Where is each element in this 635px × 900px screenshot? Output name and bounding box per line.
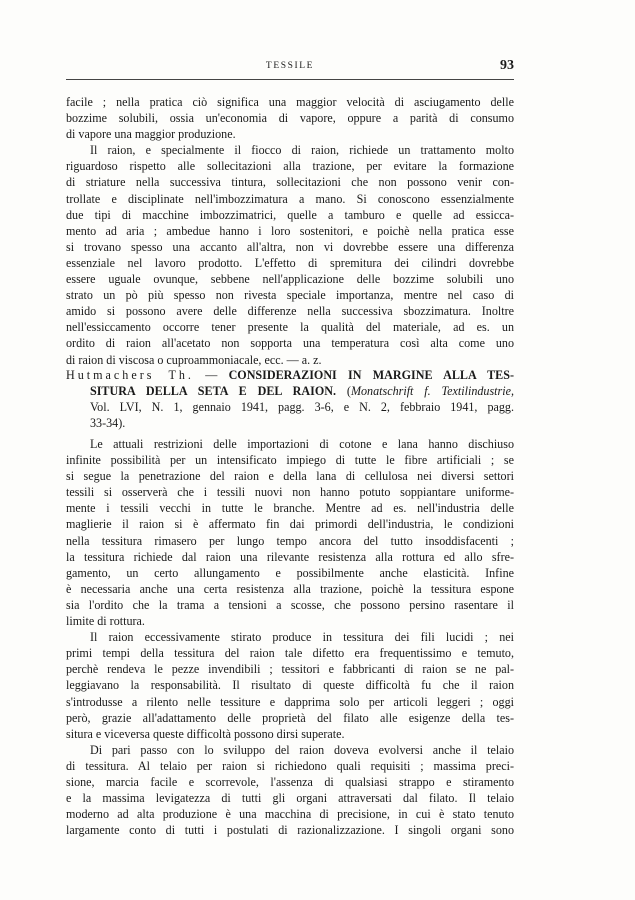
- citation-title-part-2: SITURA DELLA SETA E DEL RAION.: [90, 384, 337, 399]
- text-line: di tessitura. Al telaio per raion si richiedono quali requisiti ; massima preci-: [66, 758, 514, 773]
- text-line: bozzime solubili, ossia un'economia di vapore, oppure a parità di consumo: [66, 111, 514, 126]
- text-line: trollate e disciplinate nell'imbozzimatura a mano. Si conoscono essenzialmente: [66, 191, 514, 206]
- text-line: s'introdusse a rilento nelle tessiture e dapprima solo per articoli leggeri ; oggi: [66, 694, 514, 709]
- text-line: si trovano spesso una accanto all'altra, non vi dovrebbe essere una differenza: [66, 239, 514, 254]
- text-line: sione, marcia facile e scorrevole, l'assenza di qualsiasi strappo e stiramento: [66, 774, 514, 789]
- text-line: leggiavano la responsabilità. Il risultato di queste difficoltà fu che il raion: [66, 678, 514, 693]
- running-header: [66, 58, 514, 78]
- citation-line-3: Vol. LVI, N. 1, gennaio 1941, pagg. 3-6, e N. 2, febbraio 1941, pagg.: [90, 400, 514, 415]
- citation-paren: (: [336, 384, 351, 399]
- text-line: riguardoso rispetto alle sollecitazioni alla trazione, per evitare la formazione: [66, 159, 514, 174]
- citation-author: Hutmachers Th.: [66, 368, 194, 382]
- text-line: si segue la penetrazione del raion e della lana di cellulosa nei diversi settori: [66, 469, 514, 484]
- text-line: Le attuali restrizioni delle importazioni di cotone e lana hanno dischiuso: [90, 437, 514, 451]
- continued-abstract: [66, 94, 514, 368]
- citation-dash: —: [193, 368, 229, 382]
- text-line: Di pari passo con lo sviluppo del raion doveva evolversi anche il telaio: [90, 742, 514, 757]
- text-line: di vapore una maggior produzione.: [66, 127, 236, 142]
- text-line: tessili si osserverà che i tessili nuovi non hanno potuto soppiantare uniforme-: [66, 485, 514, 500]
- citation-journal: Monatschrift f. Textilindustrie,: [350, 384, 515, 399]
- abstract-body: [66, 436, 514, 838]
- citation-title-part-1: CONSIDERAZIONI IN MARGINE ALLA TES-: [228, 368, 514, 382]
- text-line: amido si possono avere delle differenze nella successiva sbozzimatura. Inoltre: [66, 304, 514, 319]
- text-line: Il raion, e specialmente il fiocco di raion, richiede un trattamento molto: [90, 143, 514, 158]
- text-line: moderno ad alta produzione è una macchina di precisione, in cui è stato tenuto: [66, 807, 514, 822]
- text-line: facile ; nella pratica ciò significa una maggior velocità di asciugamento delle: [66, 95, 514, 109]
- text-line: mente i tessili vecchi in tutte le branche. Mentre ad es. nell'industria delle: [66, 501, 514, 516]
- text-line: nell'essiccamento occorre tener presente la qualità del materiale, ad es. un: [66, 320, 514, 335]
- page-number: 93: [500, 58, 514, 73]
- text-line: mento ad aria ; ambedue hanno i loro sostenitori, e poichè nella pratica esse: [66, 223, 514, 238]
- text-line: infinite possibilità per un intensificato impiego di tutte le fibre artificiali ; se: [66, 453, 514, 468]
- text-line: maglierie il raion si è affermato fin dai primordi dell'industria, le condizioni: [66, 517, 514, 532]
- text-line: perchè rendeva le pezze invendibili ; tessitori e fabbricanti di raion se ne pal-: [66, 662, 514, 677]
- text-line: essere uguale ovunque, sebbene nell'applicazione delle bozzime solubili uno: [66, 272, 514, 287]
- text-line: primi tempi della tessitura del raion tale difetto era frequentissimo e temuto,: [66, 646, 514, 661]
- text-line: però, grazie all'adattamento delle proprietà del filato alle esigenze della tes-: [66, 710, 514, 725]
- citation-line-1: [66, 367, 514, 383]
- header-rule: [66, 79, 514, 80]
- text-line: nella tessitura rimasero per lungo tempo ancora del tutto insoddisfacenti ;: [66, 533, 514, 548]
- text-line: di raion di viscosa o cuproammoniacale, ecc. — a. z.: [66, 352, 322, 367]
- text-line: è necessaria anche una certa resistenza alla trazione, poichè la tessitura espone: [66, 581, 514, 596]
- text-line: Il raion eccessivamente stirato produce in tessitura dei fili lucidi ; nei: [90, 630, 514, 645]
- citation-line-4: 33-34).: [90, 416, 126, 431]
- running-title: TESSILE: [265, 61, 315, 71]
- bibliographic-citation: [66, 367, 514, 431]
- text-line: essenziale nel lavoro prodotto. L'effetto di spremitura dei cilindri dovrebbe: [66, 255, 514, 270]
- text-line: di striature nella successiva tintura, sollecitazioni che non possono venir con-: [66, 175, 514, 190]
- text-line: ordito di raion all'acetato non sopporta una temperatura così alta come uno: [66, 336, 514, 351]
- text-line: sia l'ordito che la trama a tensioni a scosse, che possono persino rasentare il: [66, 597, 514, 612]
- citation-line-2: [66, 383, 514, 399]
- text-line: la tessitura richiede dal raion una rilevante resistenza alla rottura ed allo sfre-: [66, 549, 514, 564]
- text-line: gamento, un certo allungamento e possibilmente anche elasticità. Infine: [66, 565, 514, 580]
- text-line: situra e viceversa queste difficoltà possono dirsi superate.: [66, 726, 345, 741]
- text-line: e la massima levigatezza di tutti gli organi attraversati dal filato. Il telaio: [66, 791, 514, 806]
- text-line: strato un pò più spesso non rivesta speciale importanza, mentre nel caso di: [66, 288, 514, 303]
- text-line: limite di rottura.: [66, 614, 145, 629]
- text-line: largamente conto di tutti i postulati di razionalizzazione. I singoli organi sono: [66, 823, 514, 838]
- text-line: due tipi di macchine imbozzimatrici, quelle a tamburo e quelle ad essicca-: [66, 207, 514, 222]
